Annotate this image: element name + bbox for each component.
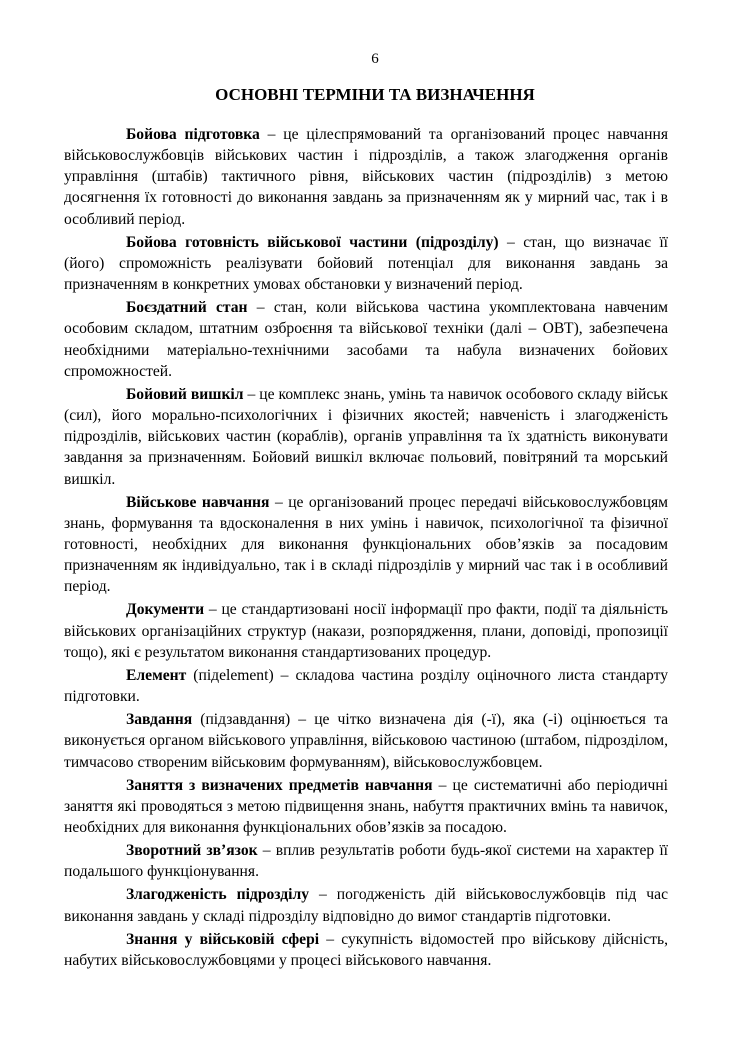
- definition-text: – це комплекс знань, умінь та навичок особового складу військ (сил), його морально-психологічних і фізичних якостей; навченість і злагодженість підрозділів, військових частин (кораблів), органів управління та їх здатність виконувати завдання за призначенням. Бойовий вишкіл включає польовий, повітряний та морський вишкіл.: [64, 385, 668, 488]
- definition-text: – це систематичні або періодичні заняття які проводяться з метою підвищення знань, набуття практичних вмінь та навичок, необхідних для виконання функціональних обов’язків за посадою.: [64, 776, 668, 836]
- definition-term: Знання у військовій сфері: [126, 930, 320, 948]
- definition-paragraph: [64, 840, 668, 882]
- definition-term: Військове навчання: [126, 493, 270, 511]
- definition-paragraph: [64, 492, 668, 598]
- definition-paragraph: [64, 884, 668, 926]
- definition-paragraph: [64, 384, 668, 490]
- definitions-list: [64, 124, 668, 973]
- definition-term: Бойовий вишкіл: [126, 385, 244, 403]
- definition-text: – сукупність відомостей про військову дійсність, набутих військовослужбовцями у процесі військового навчання.: [64, 930, 668, 969]
- definition-paragraph: [64, 709, 668, 772]
- definition-paragraph: [64, 929, 668, 971]
- definition-text: – стан, коли військова частина укомплектована навченим особовим складом, штатним озброєння та військової техніки (далі – ОВТ), забезпечена необхідними матеріально-технічними засобами та набула визначених бойових спроможностей.: [64, 299, 668, 380]
- definition-term: Бойова підготовка: [126, 126, 260, 143]
- definition-paragraph: [64, 665, 668, 707]
- definition-term: Боєздатний стан: [126, 299, 248, 317]
- definition-term: Зворотний зв’язок: [126, 842, 258, 860]
- definition-text: – погодженість дій військовослужбовців під час виконання завдань у складі підрозділу відповідно до вимог стандартів підготовки.: [64, 886, 668, 925]
- definition-paragraph: [64, 599, 668, 662]
- definition-text: – це стандартизовані носії інформації про факти, події та діяльність військових організаційних структур (накази, розпорядження, плани, доповіді, пропозиції тощо), які є результатом виконання стандартизованих процедур.: [64, 601, 668, 661]
- definition-paragraph: [64, 124, 668, 230]
- definition-text: – це організований процес передачі військовослужбовцям знань, формування та вдосконалення в них умінь і навичок, психологічної та фізичної готовності, необхідних для виконання функціональних обов’язків за посадовим призначенням як індивідуально, так і в складі підрозділів у мирний час так і в особливий період.: [64, 493, 668, 596]
- definition-term: Заняття з визначених предметів навчання: [126, 776, 433, 794]
- definition-paragraph: [64, 232, 668, 295]
- page-number: 6: [371, 51, 379, 67]
- definition-paragraph: [64, 297, 668, 382]
- definition-text: (підelement) – складова частина розділу оціночного листа стандарту підготовки.: [64, 666, 668, 706]
- definition-text: – стан, що визначає її (його) спроможність реалізувати бойовий потенціал для виконання завдань за призначенням в конкретних умовах обстановки у визначений період.: [64, 233, 668, 294]
- definition-paragraph: [64, 775, 668, 838]
- definition-term: Бойова готовність військової частини (підрозділу): [126, 233, 499, 251]
- definition-text: – це цілеспрямований та організований процес навчання військовослужбовців військових частин і підрозділів, а також злагодження органів управління (штабів) тактичного рівня, військових частин (підрозділів) з метою досягнення їх готовності до виконання завдань за призначенням як у мирний час, так і в особливий період.: [64, 126, 668, 228]
- page-title: ОСНОВНІ ТЕРМІНИ ТА ВИЗНАЧЕННЯ: [215, 85, 535, 104]
- definition-text: – вплив результатів роботи будь-якої системи на характер її подальшого функціонування.: [64, 842, 668, 881]
- definition-term: Злагодженість підрозділу: [126, 886, 310, 904]
- definition-term: Елемент: [126, 666, 187, 684]
- definition-term: Документи: [126, 601, 205, 619]
- definition-text: (підзавдання) – це чітко визначена дія (-ї), яка (-і) оцінюється та виконується органом військового управління, військовою частиною (штабом, підрозділом, тимчасово створеним військовим формуванням), військовослужбовцем.: [64, 711, 668, 771]
- definition-term: Завдання: [126, 711, 193, 729]
